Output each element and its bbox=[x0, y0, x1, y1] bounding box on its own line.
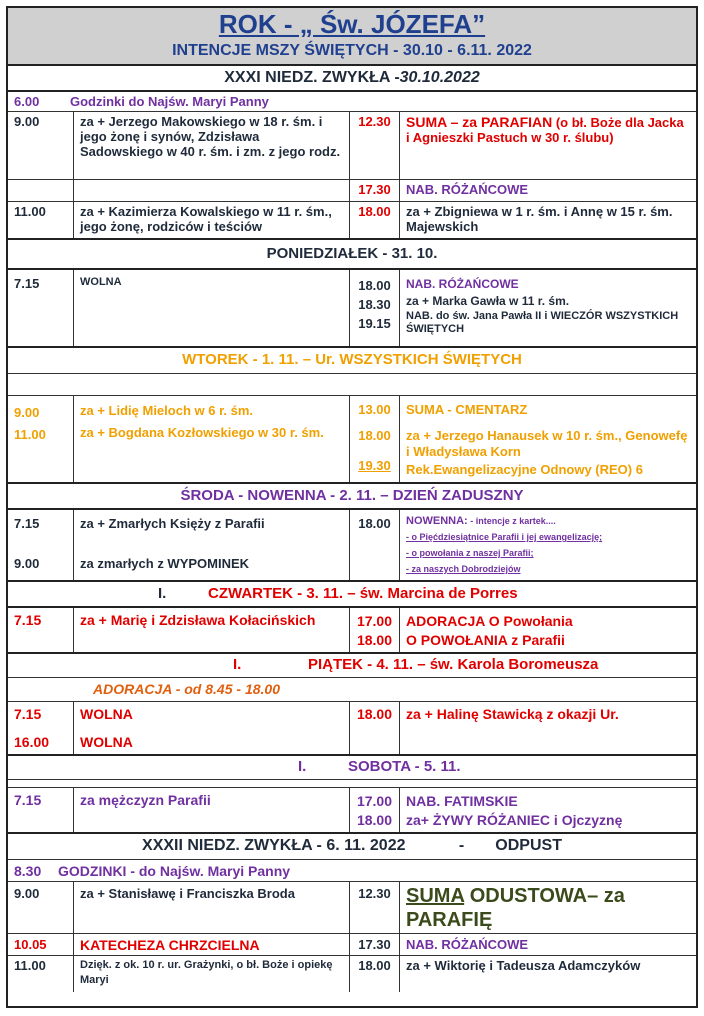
band-prefix: I. bbox=[298, 758, 307, 775]
mass-row bbox=[8, 270, 696, 348]
time-cell bbox=[350, 788, 400, 832]
time: 18.00 bbox=[358, 278, 391, 293]
suma-label: SUMA bbox=[406, 885, 465, 907]
adoracja-note: ADORACJA - od 8.45 - 18.00 bbox=[93, 681, 280, 697]
time: 7.15 bbox=[14, 516, 40, 531]
intention: NAB. RÓŻAŃCOWE bbox=[406, 277, 519, 291]
mass-row bbox=[8, 956, 696, 992]
time-cell: 18.00 bbox=[350, 510, 400, 580]
intention-cell: za mężczyzn Parafii bbox=[74, 788, 350, 832]
time-cell: 17.30 bbox=[350, 934, 400, 955]
intention: za+ ŻYWY RÓŻANIEC i Ojczyznę bbox=[406, 812, 623, 828]
intention: O POWOŁANIA z Parafii bbox=[406, 632, 565, 648]
novena-item: - intencje z kartek.... bbox=[467, 516, 556, 526]
time: 18.30 bbox=[358, 297, 391, 312]
intention: za + Jerzego Hanausek w 10 r. śm., Genowefę i Władysława Korn bbox=[406, 428, 688, 459]
intention: za zmarłych z WYPOMINEK bbox=[80, 556, 250, 571]
intention-cell bbox=[400, 396, 696, 482]
mass-row bbox=[8, 180, 696, 202]
time-cell: 7.15 bbox=[8, 788, 74, 832]
intention: ADORACJA O Powołania bbox=[406, 613, 573, 629]
intention-cell bbox=[400, 788, 696, 832]
intention-cell bbox=[74, 702, 350, 754]
intention: NAB. FATIMSKIE bbox=[406, 793, 518, 809]
intention-cell bbox=[400, 608, 696, 652]
suma-note: ODUSTOWA– za PARAFIĘ bbox=[406, 885, 625, 931]
intention: Rek.Ewangelizacyjne Odnowy (REO) 6 bbox=[406, 462, 643, 477]
mass-row bbox=[8, 510, 696, 582]
mass-row bbox=[8, 934, 696, 956]
mass-row bbox=[8, 702, 696, 756]
time: 17.00 bbox=[356, 613, 393, 629]
time: 19.15 bbox=[358, 316, 391, 331]
novena-item: - o powołania z naszej Parafii; bbox=[406, 548, 534, 558]
intention: za + Bogdana Kozłowskiego w 30 r. śm. bbox=[80, 425, 324, 440]
page-subtitle: INTENCJE MSZY ŚWIĘTYCH - 30.10 - 6.11. 2022 bbox=[172, 42, 532, 59]
intention-cell: KATECHEZA CHRZCIELNA bbox=[74, 934, 350, 955]
intention-cell: Dzięk. z ok. 10 r. ur. Grażynki, o bł. Boże i opiekę Maryi bbox=[74, 956, 350, 992]
suma-note: (o bł. Boże dla Jacka i Agnieszki Pastuch w 30 r. ślubu) bbox=[406, 115, 684, 145]
time-cell bbox=[8, 396, 74, 482]
band-text: PONIEDZIAŁEK - 31. 10. bbox=[266, 245, 438, 262]
novena-item: - o Pięćdziesiątnice Parafii i jej ewangelizację; bbox=[406, 532, 603, 542]
intention-cell bbox=[400, 882, 696, 933]
band-text: WTOREK - 1. 11. – Ur. WSZYSTKICH ŚWIĘTYCH bbox=[182, 351, 522, 368]
time-cell: 7.15 bbox=[8, 270, 74, 346]
time-cell bbox=[350, 270, 400, 346]
time-cell: 12.30 bbox=[350, 112, 400, 179]
mass-row bbox=[8, 396, 696, 484]
time-cell: 11.00 bbox=[8, 956, 74, 992]
time-cell: 9.00 bbox=[8, 112, 74, 179]
time-cell: 10.05 bbox=[8, 934, 74, 955]
intention: NAB. do św. Jana Pawła II i WIECZÓR WSZYSTKICH ŚWIĘTYCH bbox=[406, 310, 679, 335]
time-cell: 9.00 bbox=[8, 882, 74, 933]
intention-cell: NAB. RÓŻAŃCOWE bbox=[406, 937, 529, 952]
band-prefix: I. bbox=[233, 656, 242, 673]
intention-cell bbox=[74, 510, 350, 580]
day-band-monday bbox=[8, 240, 696, 270]
intention: za + Zmarłych Księży z Parafii bbox=[80, 516, 265, 531]
time: 13.00 bbox=[358, 402, 391, 417]
mass-row bbox=[8, 882, 696, 934]
intention-cell bbox=[400, 112, 696, 179]
intention-cell: za + Wiktorię i Tadeusza Adamczyków bbox=[406, 958, 641, 973]
intention-cell: WOLNA bbox=[74, 270, 350, 346]
time: 9.00 bbox=[14, 405, 40, 420]
band-prefix: I. bbox=[158, 585, 167, 602]
time-cell: 17.30 bbox=[350, 180, 400, 201]
intention-cell: za + Kazimierza Kowalskiego w 11 r. śm., jego żonę, rodziców i teściów bbox=[74, 202, 350, 238]
band-text: XXXI NIEDZ. ZWYKŁA - bbox=[224, 69, 400, 86]
blank-row bbox=[8, 374, 696, 396]
band-text: SOBOTA - 5. 11. bbox=[348, 758, 461, 775]
band-text: CZWARTEK - 3. 11. – św. Marcina de Porres bbox=[208, 585, 518, 602]
day-band-thursday bbox=[8, 582, 696, 608]
intention-cell: za + Zbigniewa w 1 r. śm. i Annę w 15 r. śm. Majewskich bbox=[406, 204, 673, 234]
time: 11.00 bbox=[14, 427, 46, 442]
time: 18.00 bbox=[356, 632, 393, 648]
time: 9.00 bbox=[14, 556, 40, 571]
intention: za + Lidię Mieloch w 6 r. śm. bbox=[80, 403, 254, 418]
day-band-tuesday bbox=[8, 348, 696, 374]
page-title: ROK - „ Św. JÓZEFA” bbox=[218, 9, 486, 39]
time: 18.00 bbox=[358, 428, 391, 443]
day-band-friday bbox=[8, 654, 696, 678]
blank-row bbox=[8, 780, 696, 788]
band-text: PIĄTEK - 4. 11. – św. Karola Boromeusza bbox=[308, 656, 599, 673]
time-cell: 18.00 bbox=[350, 702, 400, 754]
time: 18.00 bbox=[356, 812, 393, 828]
intention: SUMA - CMENTARZ bbox=[406, 402, 528, 417]
time-cell: 12.30 bbox=[350, 882, 400, 933]
time: 7.15 bbox=[14, 706, 42, 722]
time-cell: 7.15 bbox=[8, 608, 74, 652]
time-cell: 11.00 bbox=[8, 202, 74, 238]
time-cell bbox=[8, 702, 74, 754]
suma-label: SUMA – za PARAFIAN bbox=[406, 114, 553, 130]
time-cell bbox=[350, 608, 400, 652]
band-date: 30.10.2022 bbox=[399, 69, 480, 86]
intention-cell: za + Marię i Zdzisława Kołacińskich bbox=[74, 608, 350, 652]
intention-cell: NAB. RÓŻAŃCOWE bbox=[406, 182, 529, 197]
novena-item: - za naszych Dobrodziejów bbox=[406, 564, 521, 574]
day-band-wednesday bbox=[8, 484, 696, 510]
godzinki-time: 8.30 bbox=[14, 863, 42, 879]
godzinki-row bbox=[8, 860, 696, 882]
godzinki-text: GODZINKI - do Najśw. Maryi Panny bbox=[58, 863, 291, 879]
intention-cell bbox=[400, 510, 696, 580]
time-cell bbox=[8, 510, 74, 580]
adoracja-row bbox=[8, 678, 696, 702]
intention-cell: za + Stanisławę i Franciszka Broda bbox=[74, 882, 350, 933]
godzinki-row bbox=[8, 92, 696, 112]
day-band-saturday bbox=[8, 756, 696, 780]
time: 16.00 bbox=[14, 734, 50, 750]
godzinki-text: Godzinki do Najśw. Maryi Panny bbox=[70, 94, 269, 109]
intention-cell bbox=[400, 270, 696, 346]
time-cell: 18.00 bbox=[350, 202, 400, 238]
time-cell bbox=[350, 396, 400, 482]
time-cell: 18.00 bbox=[350, 956, 400, 992]
day-band-sunday-2 bbox=[8, 834, 696, 860]
intention-cell: za + Halinę Stawicką z okazji Ur. bbox=[406, 706, 619, 722]
intention: za + Marka Gawła w 11 r. śm. bbox=[406, 294, 570, 308]
day-band-sunday-1 bbox=[8, 66, 696, 92]
header bbox=[8, 8, 696, 66]
time: 19.30 bbox=[358, 458, 391, 473]
band-text: ŚRODA - NOWENNA - 2. 11. – DZIEŃ ZADUSZNY bbox=[180, 487, 524, 504]
intention-cell: za + Jerzego Makowskiego w 18 r. śm. i jego żonę i synów, Zdzisława Sadowskiego w 40 r. śm. i zm. z jego rodz. bbox=[74, 112, 350, 179]
mass-row bbox=[8, 202, 696, 240]
schedule-frame bbox=[6, 6, 698, 1008]
band-text: XXXII NIEDZ. ZWYKŁA - 6. 11. 2022 - ODPUST bbox=[142, 837, 562, 854]
mass-row bbox=[8, 608, 696, 654]
novena-label: NOWENNA: bbox=[406, 515, 468, 527]
mass-row bbox=[8, 112, 696, 180]
intention: WOLNA bbox=[80, 706, 133, 722]
intention: WOLNA bbox=[80, 734, 133, 750]
time: 17.00 bbox=[356, 793, 393, 809]
intention-cell bbox=[74, 396, 350, 482]
mass-row bbox=[8, 788, 696, 834]
godzinki-time: 6.00 bbox=[14, 94, 40, 109]
